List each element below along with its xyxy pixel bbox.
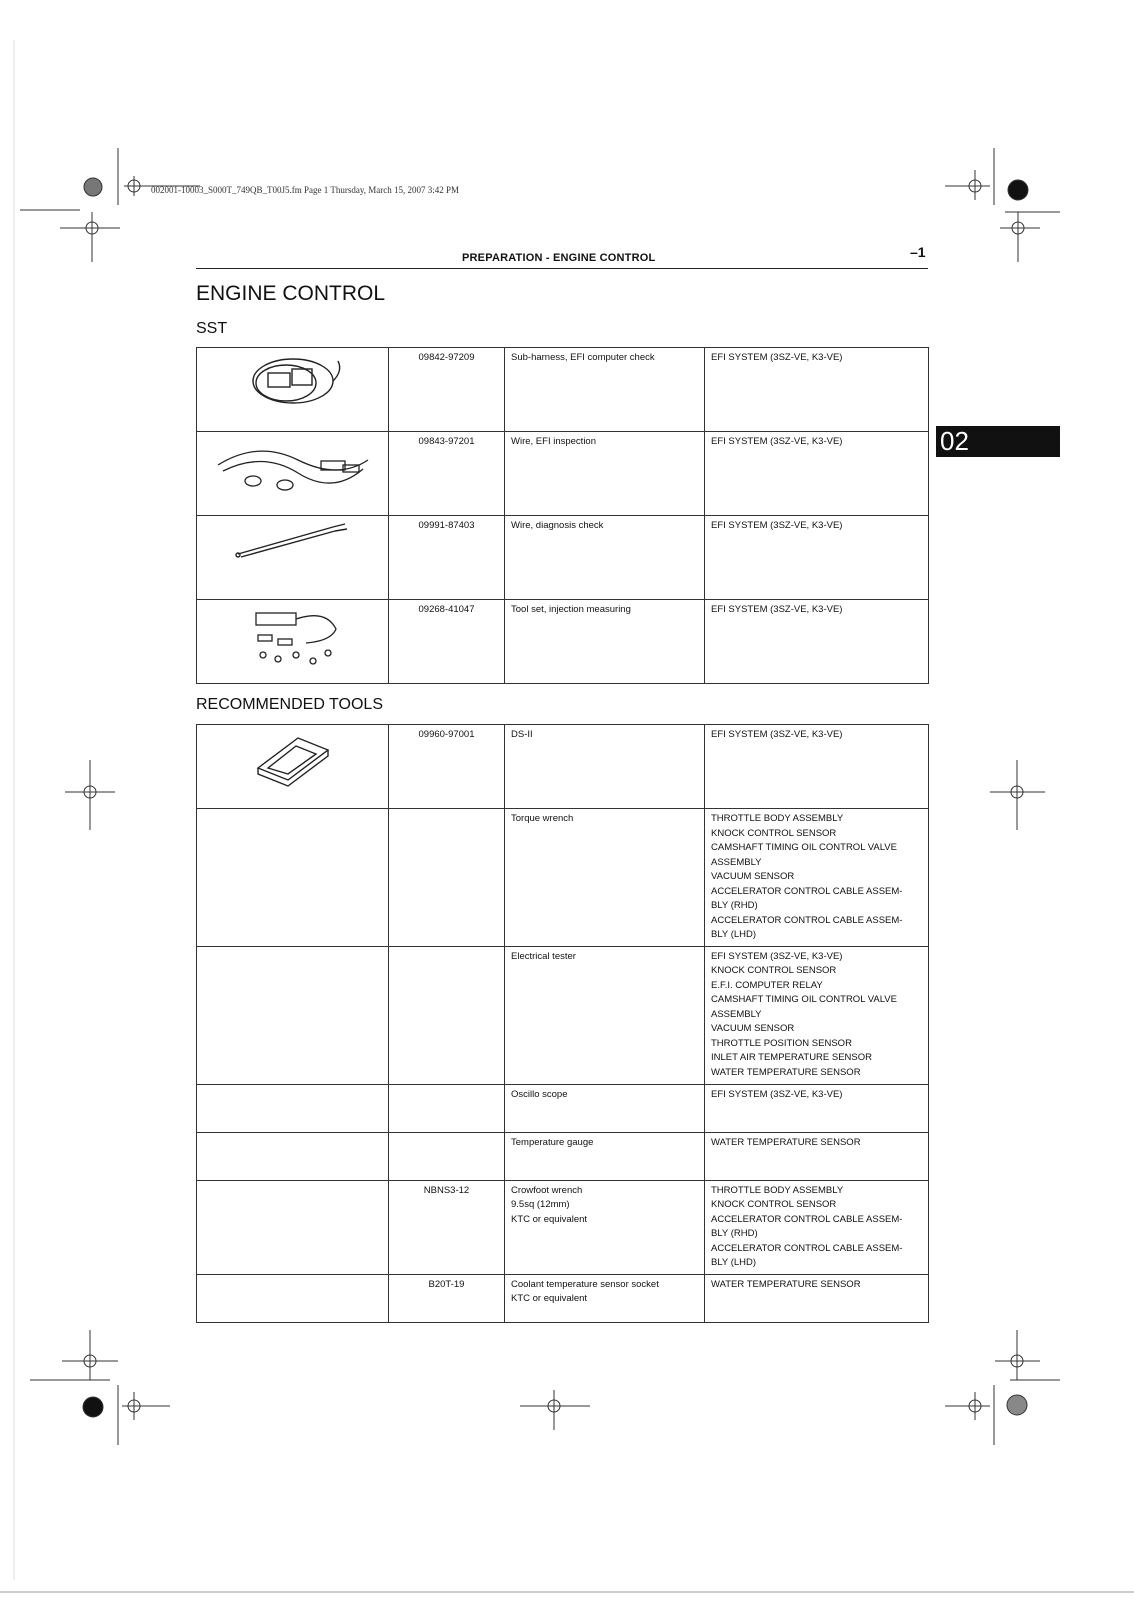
tool-application (705, 600, 929, 684)
tool-application-line: BLY (LHD) (711, 929, 757, 940)
tool-application (705, 809, 929, 947)
file-info: 002001-10003_S000T_749QB_T00J5.fm Page 1 Thursday, March 15, 2007 3:42 PM (151, 185, 459, 195)
tool-image-cell (197, 809, 389, 947)
tool-application-line: EFI SYSTEM (3SZ-VE, K3-VE) (711, 950, 843, 962)
part-number: NBNS3-12 (389, 1180, 505, 1274)
tool-application-line: KNOCK CONTROL SENSOR (711, 965, 837, 976)
part-number (389, 946, 505, 1084)
tool-application (705, 516, 929, 600)
ds2-tester-illustration (248, 780, 338, 791)
tool-application-line: EFI SYSTEM (3SZ-VE, K3-VE) (711, 1088, 843, 1100)
tool-application-line: ACCELERATOR CONTROL CABLE ASSEM- (711, 1242, 903, 1254)
tool-application-line: BLY (RHD) (711, 1228, 758, 1239)
sst-table (196, 347, 929, 684)
tool-name-line: Coolant temperature sensor socket (511, 1278, 659, 1290)
tool-name (505, 1084, 705, 1132)
tool-name (505, 348, 705, 432)
tool-name-line: KTC or equivalent (511, 1293, 588, 1304)
sst-row (197, 516, 929, 600)
tool-name (505, 1274, 705, 1322)
part-number (389, 1084, 505, 1132)
part-number: 09842-97209 (389, 348, 505, 432)
tool-image-cell (197, 1274, 389, 1322)
tool-name-line: Wire, EFI inspection (511, 436, 596, 447)
tool-application-line: EFI SYSTEM (3SZ-VE, K3-VE) (711, 729, 843, 740)
sst-heading: SST (196, 320, 228, 337)
tool-application-line: CAMSHAFT TIMING OIL CONTROL VALVE (711, 994, 897, 1005)
tool-application-line: ACCELERATOR CONTROL CABLE ASSEM- (711, 914, 903, 926)
header-section-title: PREPARATION - ENGINE CONTROL (462, 252, 656, 264)
tool-application-line: CAMSHAFT TIMING OIL CONTROL VALVE (711, 842, 897, 853)
tool-image-cell (197, 516, 389, 600)
tool-image-cell (197, 348, 389, 432)
recommended-tools-heading: RECOMMENDED TOOLS (196, 696, 383, 713)
tool-name-line: 9.5sq (12mm) (511, 1199, 570, 1210)
tool-application (705, 946, 929, 1084)
tool-image-cell (197, 600, 389, 684)
header-rule (196, 268, 928, 269)
tool-application (705, 348, 929, 432)
tool-name-line: Oscillo scope (511, 1088, 568, 1100)
tool-application-line: ASSEMBLY (711, 856, 762, 868)
tool-name (505, 432, 705, 516)
tool-name (505, 1132, 705, 1180)
sst-row (197, 348, 929, 432)
part-number: 09991-87403 (389, 516, 505, 600)
sub-harness-illustration (238, 403, 348, 414)
recommended-row (197, 1180, 929, 1274)
recommended-row (197, 1274, 929, 1322)
tool-image-cell (197, 1180, 389, 1274)
section-tab: 02 (936, 426, 1060, 457)
tool-image-cell (197, 1084, 389, 1132)
tool-application-line: INLET AIR TEMPERATURE SENSOR (711, 1052, 873, 1063)
tool-application-line: VACUUM SENSOR (711, 871, 795, 882)
tool-name (505, 516, 705, 600)
tool-application-line: ACCELERATOR CONTROL CABLE ASSEM- (711, 885, 903, 897)
tool-application-line: THROTTLE BODY ASSEMBLY (711, 813, 844, 824)
tool-application (705, 432, 929, 516)
tool-application (705, 725, 929, 809)
part-number: 09843-97201 (389, 432, 505, 516)
tool-application-line: ASSEMBLY (711, 1008, 762, 1020)
sst-row (197, 600, 929, 684)
tool-application (705, 1180, 929, 1274)
tool-name-line: Wire, diagnosis check (511, 520, 604, 531)
tool-name-line: Crowfoot wrench (511, 1184, 583, 1196)
injection-toolset-illustration (238, 665, 348, 676)
tool-application-line: WATER TEMPERATURE SENSOR (711, 1136, 861, 1148)
page-title: ENGINE CONTROL (196, 282, 386, 305)
sst-row (197, 432, 929, 516)
recommended-row (197, 725, 929, 809)
tool-application-line: WATER TEMPERATURE SENSOR (711, 1278, 861, 1290)
recommended-row (197, 1132, 929, 1180)
tool-name (505, 600, 705, 684)
tool-application-line: BLY (LHD) (711, 1257, 757, 1268)
tool-image-cell (197, 725, 389, 809)
tool-application (705, 1084, 929, 1132)
tool-name (505, 946, 705, 1084)
tool-application-line: EFI SYSTEM (3SZ-VE, K3-VE) (711, 520, 843, 531)
tool-application-line: EFI SYSTEM (3SZ-VE, K3-VE) (711, 604, 843, 615)
tool-application-line: VACUUM SENSOR (711, 1023, 795, 1034)
part-number (389, 809, 505, 947)
tool-application (705, 1132, 929, 1180)
tool-application-line: E.F.I. COMPUTER RELAY (711, 979, 823, 991)
part-number: B20T-19 (389, 1274, 505, 1322)
recommended-row (197, 809, 929, 947)
part-number (389, 1132, 505, 1180)
tool-name-line: Torque wrench (511, 813, 574, 824)
tool-image-cell (197, 1132, 389, 1180)
tool-name-line: KTC or equivalent (511, 1213, 588, 1225)
tool-application-line: THROTTLE POSITION SENSOR (711, 1037, 852, 1049)
tool-name-line: Electrical tester (511, 950, 576, 962)
part-number: 09268-41047 (389, 600, 505, 684)
tool-image-cell (197, 946, 389, 1084)
tool-application-line: BLY (RHD) (711, 900, 758, 911)
wire-efi-illustration (213, 487, 373, 498)
recommended-row (197, 946, 929, 1084)
tool-name-line: DS-II (511, 729, 533, 740)
tool-name (505, 809, 705, 947)
tool-name (505, 725, 705, 809)
part-number: 09960-97001 (389, 725, 505, 809)
tool-name-line: Temperature gauge (511, 1136, 594, 1148)
tool-name-line: Tool set, injection measuring (511, 604, 631, 615)
tool-application (705, 1274, 929, 1322)
tool-image-cell (197, 432, 389, 516)
tool-name (505, 1180, 705, 1274)
page-number: –1 (910, 244, 926, 260)
diagnosis-wire-illustration (233, 551, 353, 562)
tool-application-line: KNOCK CONTROL SENSOR (711, 827, 837, 839)
tool-name-line: Sub-harness, EFI computer check (511, 352, 655, 363)
recommended-row (197, 1084, 929, 1132)
recommended-tools-table (196, 724, 929, 1323)
tool-application-line: EFI SYSTEM (3SZ-VE, K3-VE) (711, 436, 843, 447)
tool-application-line: THROTTLE BODY ASSEMBLY (711, 1184, 844, 1196)
tool-application-line: WATER TEMPERATURE SENSOR (711, 1066, 861, 1078)
tool-application-line: EFI SYSTEM (3SZ-VE, K3-VE) (711, 352, 843, 363)
tool-application-line: ACCELERATOR CONTROL CABLE ASSEM- (711, 1213, 903, 1225)
tool-application-line: KNOCK CONTROL SENSOR (711, 1199, 837, 1210)
